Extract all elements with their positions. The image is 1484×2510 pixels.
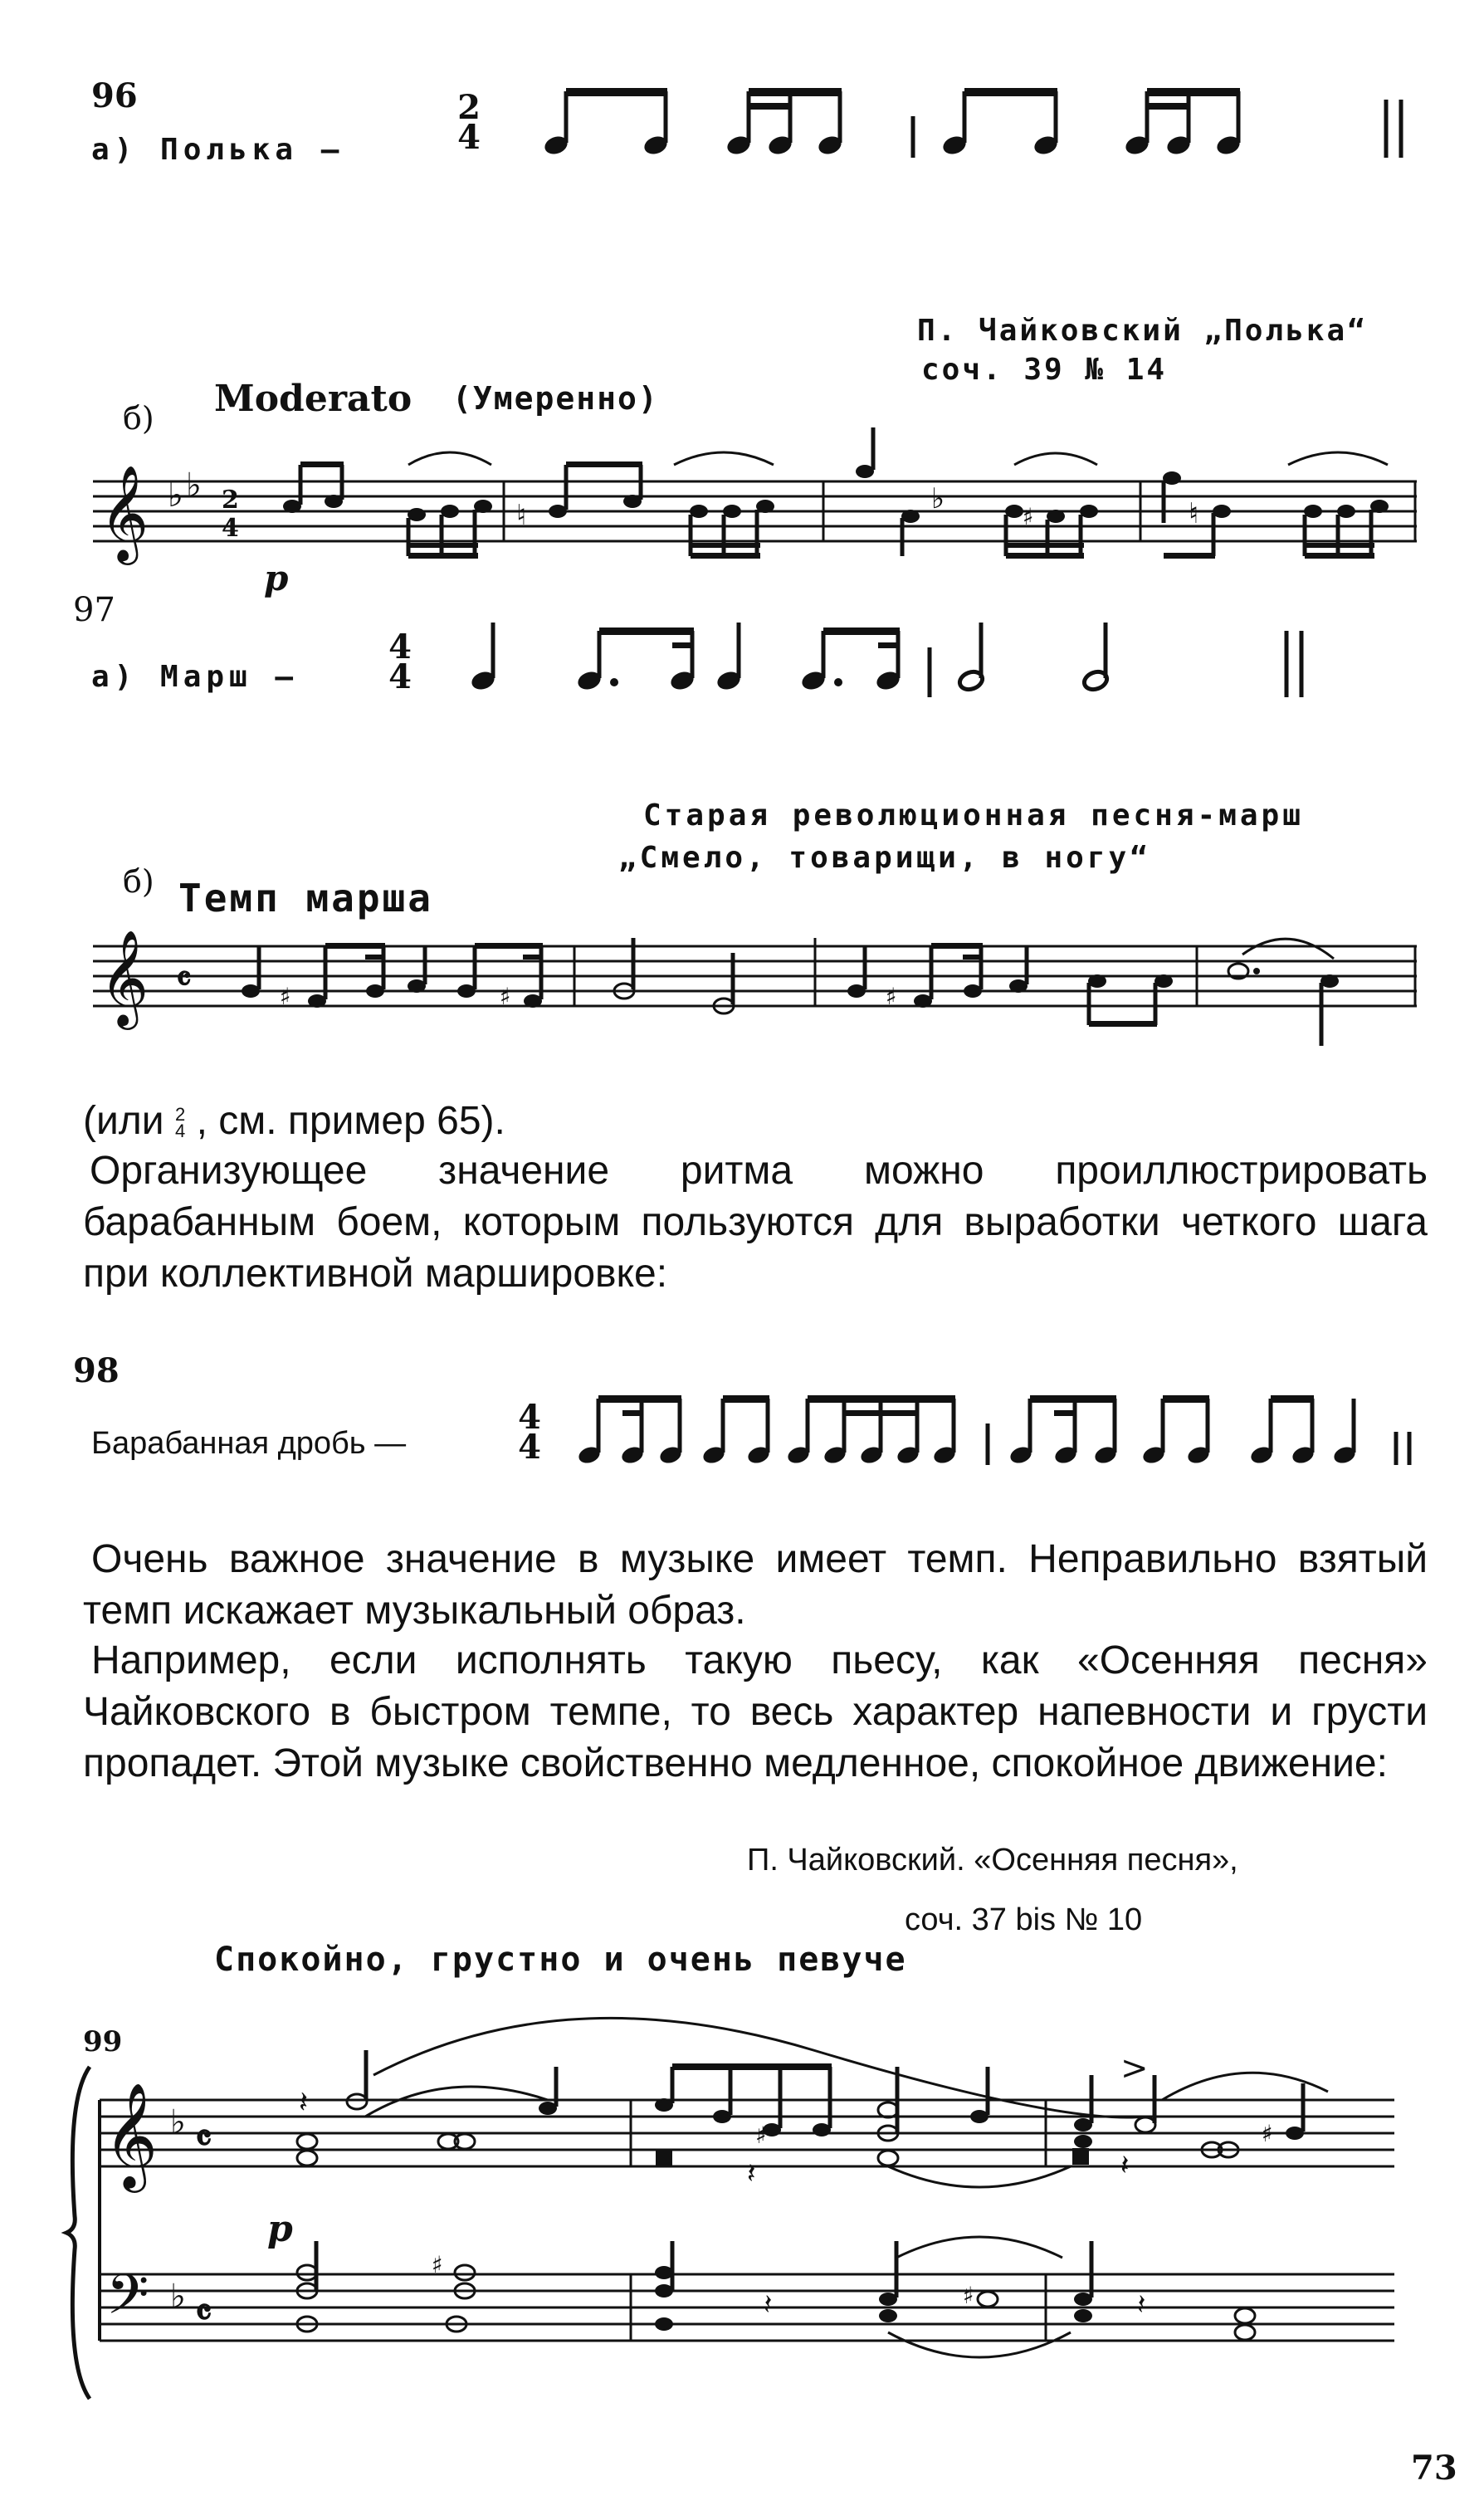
time-signature-97a: 4 4 bbox=[388, 628, 412, 696]
paragraph-tempo: Очень важное значение в музыке имеет темп. Неправильно взятый темп искажает музыкальный образ. bbox=[83, 1537, 1428, 1633]
tempo-moderato-translation: (Умеренно) bbox=[452, 380, 659, 417]
svg-text:♯: ♯ bbox=[432, 2251, 443, 2278]
credit-97b-line1: Старая революционная песня-марш bbox=[643, 798, 1304, 833]
paragraph-example: Например, если исполнять такую пьесу, как «Осенняя песня» Чайковского в быстром темпе, то весь характер напевности и грусти пропадет. Этой музыке свойственно медленное, спокойное движение: bbox=[83, 1638, 1428, 1785]
svg-text:𝄽: 𝄽 bbox=[1120, 2149, 1130, 2182]
example-number-96: 96 bbox=[91, 76, 138, 115]
rhythm-notation-98 bbox=[573, 1382, 1436, 1473]
staff-96b bbox=[93, 432, 1417, 598]
credit-99-line1: П. Чайковский. «Осенняя песня», bbox=[747, 1843, 1238, 1878]
svg-text:♭: ♭ bbox=[168, 476, 183, 515]
example-number-98: 98 bbox=[73, 1351, 120, 1390]
example-label-96b: б) bbox=[123, 400, 154, 437]
svg-text:2: 2 bbox=[222, 486, 239, 515]
svg-text:♯: ♯ bbox=[963, 2282, 974, 2309]
svg-text:𝄽: 𝄽 bbox=[747, 2157, 756, 2190]
credit-96b-line2: соч. 39 № 14 bbox=[921, 353, 1168, 387]
rhythm-label-polka: а) Полька – bbox=[91, 133, 344, 167]
aside-note: (или 2 4 , см. пример 65). bbox=[83, 1099, 505, 1143]
svg-text:♯: ♯ bbox=[1023, 503, 1034, 530]
tempo-march: Темп марша bbox=[178, 876, 433, 920]
svg-text:>: > bbox=[1120, 2049, 1149, 2088]
svg-text:♯: ♯ bbox=[500, 983, 511, 1010]
common-time-icon: 𝄴 bbox=[195, 2290, 212, 2335]
common-time-icon: 𝄴 bbox=[195, 2116, 212, 2161]
svg-text:𝄽: 𝄽 bbox=[1137, 2288, 1146, 2322]
common-time-icon: 𝄴 bbox=[176, 959, 192, 999]
svg-text:♭: ♭ bbox=[931, 482, 945, 515]
credit-97b-line2: „Смело, товарищи, в ногу“ bbox=[618, 841, 1151, 875]
tempo-moderato: Moderato bbox=[214, 378, 412, 420]
svg-text:♯: ♯ bbox=[755, 2122, 767, 2149]
svg-text:♯: ♯ bbox=[280, 983, 291, 1010]
svg-text:♮: ♮ bbox=[516, 499, 527, 532]
bass-clef-icon: 𝄢 bbox=[106, 2263, 149, 2340]
time-signature-98: 4 4 bbox=[518, 1398, 541, 1467]
rhythm-notation-96a bbox=[531, 66, 1428, 174]
rhythm-label-march: а) Марш – bbox=[91, 660, 299, 694]
staff-97b bbox=[93, 921, 1417, 1054]
page-number: 73 bbox=[1411, 2449, 1457, 2488]
example-label-97b: б) bbox=[123, 863, 154, 900]
example-number-97: 97 bbox=[73, 591, 115, 629]
credit-99-line2: соч. 37 bis № 10 bbox=[905, 1902, 1143, 1937]
svg-text:𝄽: 𝄽 bbox=[299, 2086, 309, 2120]
svg-text:♮: ♮ bbox=[1189, 497, 1199, 530]
treble-clef-icon: 𝄞 bbox=[100, 464, 149, 561]
treble-clef-icon: 𝄞 bbox=[100, 929, 149, 1026]
credit-96b-line1: П. Чайковский „Полька“ bbox=[917, 314, 1368, 348]
time-signature-96a: 2 4 bbox=[457, 88, 481, 157]
rhythm-notation-97a bbox=[465, 614, 1345, 706]
rhythm-label-drum: Барабанная дробь — bbox=[91, 1426, 407, 1461]
svg-text:♭: ♭ bbox=[186, 466, 202, 505]
svg-text:𝄽: 𝄽 bbox=[764, 2288, 773, 2322]
svg-text:♯: ♯ bbox=[1262, 2120, 1273, 2147]
svg-text:♭: ♭ bbox=[170, 2103, 186, 2141]
treble-clef-icon: 𝄞 bbox=[104, 2082, 159, 2188]
dynamic-piano-99: p bbox=[267, 2208, 293, 2250]
paragraph-rhythm: Организующее значение ритма можно проиллюстрировать барабанным боем, которым пользуются для выработки четкого шага при коллективной маршировке: bbox=[83, 1149, 1428, 1296]
dynamic-piano-96b: p bbox=[264, 558, 289, 598]
svg-text:♭: ♭ bbox=[170, 2278, 186, 2316]
svg-text:♯: ♯ bbox=[886, 983, 897, 1010]
svg-text:4: 4 bbox=[222, 514, 239, 543]
example-number-99: 99 bbox=[83, 2025, 123, 2058]
tempo-99: Спокойно, грустно и очень певуче bbox=[214, 1941, 907, 1979]
